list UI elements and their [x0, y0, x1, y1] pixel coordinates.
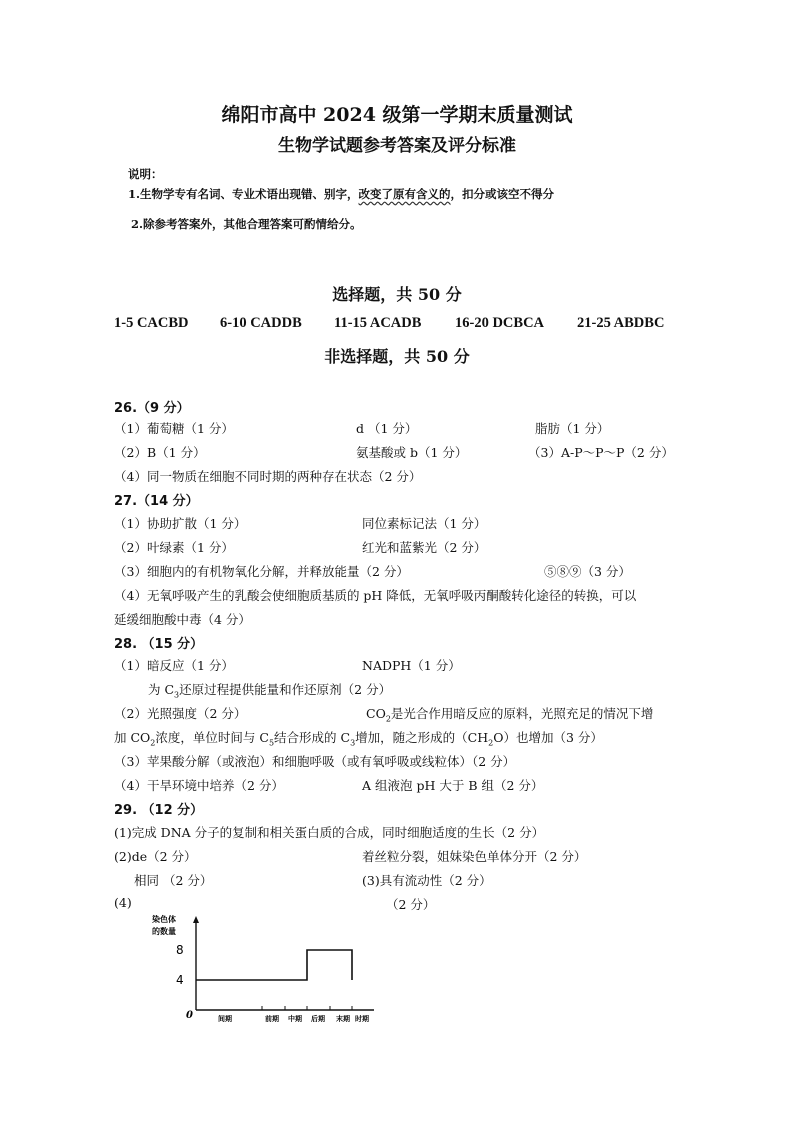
note-1-part-a: 1.生物学专有名词、专业术语出现错、别字， — [128, 187, 359, 201]
q27-line1-a: （1）协助扩散（1 分） — [114, 516, 247, 531]
q29-line3-a: 相同 （2 分） — [134, 873, 213, 888]
q28-line1-b: NADPH（1 分） — [362, 658, 461, 673]
note-1-part-c: ，扣分或该空不得分 — [450, 187, 555, 201]
q28-line4-s1: 2 — [150, 738, 156, 748]
y-axis-label-line2: 的数量 — [152, 927, 176, 936]
q28-line5: （3）苹果酸分解（或液泡）和细胞呼吸（或有氧呼吸或线粒体）（2 分） — [114, 754, 516, 769]
nonchoice-heading: 非选择题，共 50 分 — [324, 347, 470, 366]
y-tick-label: 8 — [176, 943, 184, 957]
q28-line4-s4: 2 — [488, 738, 494, 748]
q28-line4-p3: 结合形成的 C — [274, 730, 351, 745]
q26-line3: （4）同一物质在细胞不同时期的两种存在状态（2 分） — [114, 469, 422, 484]
q29-line3-b: (3)具有流动性（2 分） — [362, 873, 492, 888]
chromosome-count-graph — [150, 912, 390, 1022]
x-tick-label: 末期 — [336, 1015, 350, 1022]
q28-line4-s2: 5 — [268, 738, 275, 748]
q26-line2-b: 氨基酸或 b（1 分） — [356, 445, 468, 460]
q26-heading: 26.（9 分） — [114, 401, 190, 416]
q28-heading: 28. （15 分） — [114, 637, 204, 652]
y-axis-label-line1: 染色体 — [152, 915, 176, 924]
q26-line1-c: 脂肪（1 分） — [535, 421, 610, 436]
q28-line4-p5: O）也增加（3 分） — [493, 730, 603, 745]
q28-line2-sub: 3 — [174, 690, 180, 700]
note-1 — [128, 186, 554, 202]
answer-group-2: 6-10 CADDB — [220, 315, 302, 331]
q29-line2-b: 着丝粒分裂，姐妹染色单体分开（2 分） — [362, 849, 587, 864]
chromosome-count-line — [196, 950, 352, 980]
answer-group-5: 21-25 ABDBC — [577, 315, 665, 331]
q27-line5: 延缓细胞酸中毒（4 分） — [114, 612, 251, 627]
q27-line4: （4）无氧呼吸产生的乳酸会使细胞质基质的 pH 降低，无氧呼吸丙酮酸转化途径的转换，可以 — [114, 588, 637, 603]
q28-line4-p2: 浓度，单位时间与 C — [155, 730, 269, 745]
q29-heading: 29. （12 分） — [114, 803, 204, 818]
note-1-part-b: 改变了原有含义的 — [358, 187, 451, 201]
q26-line2-a: （2）B（1 分） — [114, 445, 206, 460]
q28-line2 — [148, 680, 391, 700]
q28-line4-p1: 加 CO — [114, 730, 151, 745]
answer-group-4: 16-20 DCBCA — [455, 315, 545, 331]
q28-line2-pre: 为 C — [148, 682, 175, 697]
q28-line4-s3: 3 — [350, 738, 356, 748]
x-tick-label: 间期 — [218, 1015, 232, 1022]
y-tick-label: 4 — [176, 973, 184, 987]
doc-title: 绵阳市高中 2024 级第一学期末质量测试 — [221, 104, 573, 126]
q26-line1-b: d （1 分） — [356, 421, 418, 436]
q28-line3-a: （2）光照强度（2 分） — [114, 706, 247, 721]
q29-line1: (1)完成 DNA 分子的复制和相关蛋白质的合成，同时细胞适度的生长（2 分） — [114, 825, 545, 840]
q28-line3-b — [366, 704, 653, 724]
q27-line1-b: 同位素标记法（1 分） — [362, 516, 487, 531]
x-tick-label: 后期 — [311, 1015, 325, 1022]
x-tick-label: 前期 — [265, 1015, 279, 1022]
q29-line4-b: （2 分） — [386, 897, 436, 912]
answer-group-1: 1-5 CACBD — [114, 315, 189, 331]
y-axis — [193, 916, 199, 1010]
x-tick-label: 时期 — [355, 1015, 369, 1022]
q28-line6-a: （4）干旱环境中培养（2 分） — [114, 778, 284, 793]
q28-line4 — [114, 728, 603, 748]
origin-label: 0 — [186, 1010, 193, 1021]
q27-line2-b: 红光和蓝紫光（2 分） — [362, 540, 487, 555]
q28-line3-pre: CO — [366, 706, 386, 721]
q28-line3-post: 是光合作用暗反应的原料，光照充足的情况下增 — [390, 706, 654, 721]
q27-line3-a: （3）细胞内的有机物氧化分解，并释放能量（2 分） — [114, 564, 409, 579]
doc-subtitle: 生物学试题参考答案及评分标准 — [278, 136, 516, 156]
notes-label: 说明： — [128, 167, 163, 181]
q26-line1-a: （1）葡萄糖（1 分） — [114, 421, 234, 436]
q28-line4-p4: 增加，随之形成的（CH — [355, 730, 489, 745]
q29-line2-a: (2)de（2 分） — [114, 849, 197, 864]
q26-line2-c: （3）A-P～P～P（2 分） — [528, 445, 674, 460]
q27-line2-a: （2）叶绿素（1 分） — [114, 540, 234, 555]
q29-line4-a: (4) — [114, 895, 132, 910]
q27-line3-b: ⑤⑧⑨（3 分） — [544, 564, 631, 579]
q28-line1-a: （1）暗反应（1 分） — [114, 658, 234, 673]
choice-heading: 选择题，共 50 分 — [332, 285, 462, 304]
note-2: 2.除参考答案外，其他合理答案可酌情给分。 — [131, 217, 362, 231]
q28-line3-sub: 2 — [385, 714, 391, 724]
q28-line2-post: 还原过程提供能量和作还原剂（2 分） — [179, 682, 392, 697]
q28-line6-b: A 组液泡 pH 大于 B 组（2 分） — [362, 778, 544, 793]
answer-group-3: 11-15 ACADB — [334, 315, 422, 331]
x-tick-label: 中期 — [288, 1015, 302, 1022]
q27-heading: 27.（14 分） — [114, 494, 199, 509]
